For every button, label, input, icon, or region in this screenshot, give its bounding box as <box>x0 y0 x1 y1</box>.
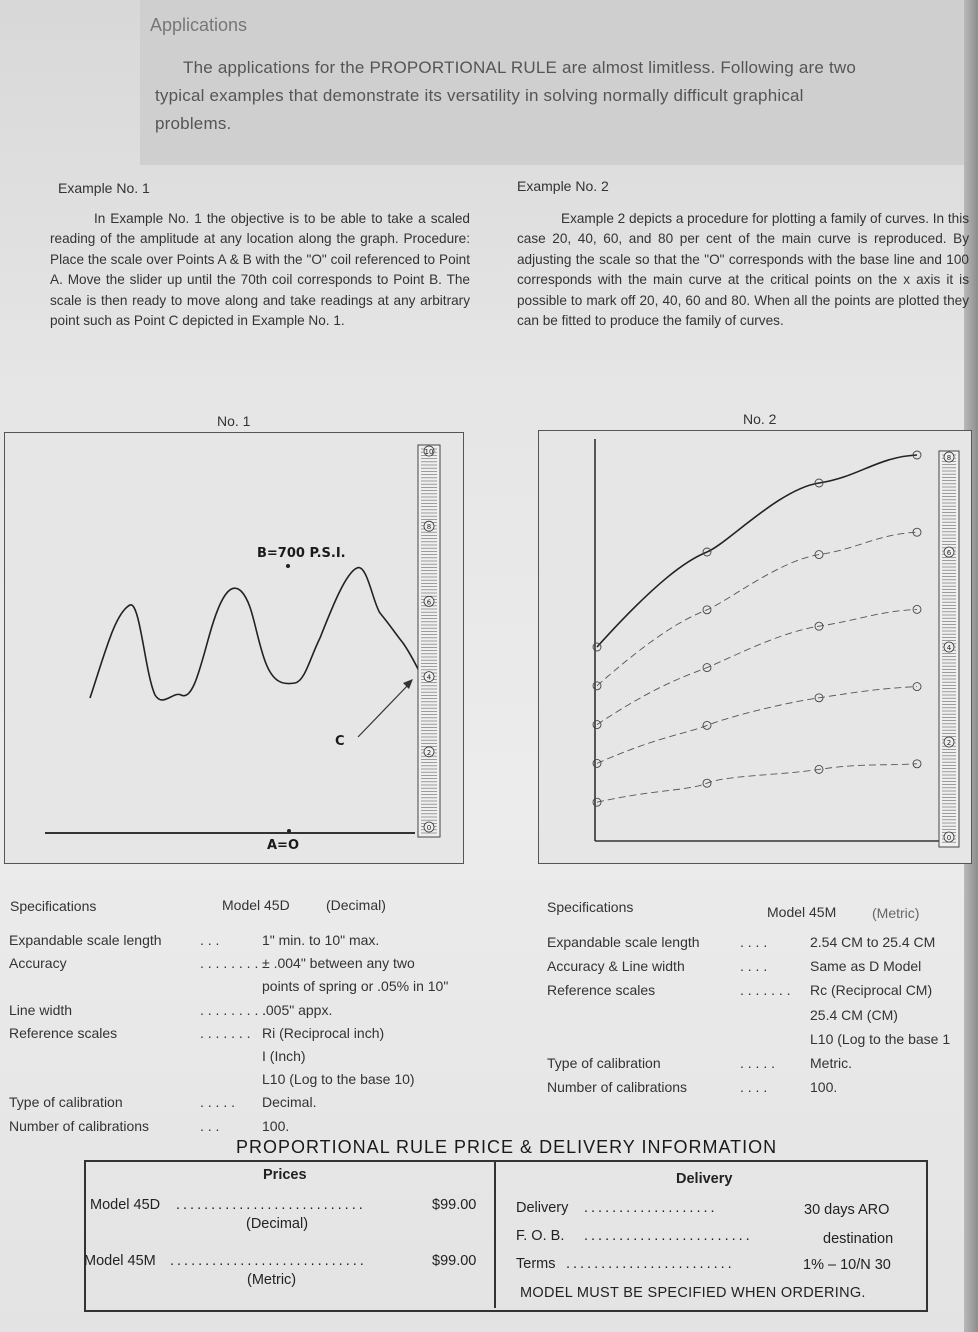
example1-title: Example No. 1 <box>58 180 150 196</box>
spec-right-heading: Specifications <box>547 899 634 915</box>
scale-mark <box>424 446 434 456</box>
spec-label: Line width <box>9 1001 73 1018</box>
spec-left-heading: Specifications <box>10 898 97 914</box>
scaled-curve <box>597 687 917 764</box>
scale-mark <box>424 521 434 531</box>
spec-label: Reference scales <box>9 1024 118 1041</box>
spec-label: Expandable scale length <box>9 932 162 948</box>
delivery-leader: ................... <box>584 1200 718 1216</box>
spec-value: 100. <box>262 1117 290 1134</box>
spec-value: I (Inch) <box>262 1048 306 1064</box>
figure2-drawing <box>539 431 971 863</box>
delivery-value: 30 days ARO <box>804 1202 890 1218</box>
model-45d-label: Model 45D <box>90 1197 161 1213</box>
example2-title: Example No. 2 <box>517 178 609 194</box>
scale-coils <box>421 449 437 833</box>
spec-value: Ri (Reciprocal inch) <box>262 1024 385 1041</box>
scale-tick-label: 4 <box>426 673 432 682</box>
spec-value: Rc (Reciprocal CM) <box>810 982 933 999</box>
label-b: B=700 P.S.I. <box>257 546 346 561</box>
spec-value: L10 (Log to the base 1 <box>810 1030 951 1047</box>
spec-value: 25.4 CM (CM) <box>810 1006 898 1023</box>
example1-body: In Example No. 1 the objective is to be able to take a scaled reading of the amplitude at any location along the graph. Procedure: Place the scale over Points A & B with the "O" coil referenced to Point A. Move the slider up until the 70th coil corresponds to Point B. The scale is then ready to move along and take readings at any arbitrary point such as Point C depicted in Example No. 1. <box>50 211 470 329</box>
scale-tick-label: 4 <box>946 644 952 652</box>
scale-tick-label: 8 <box>426 523 432 532</box>
figure1-title: No. 1 <box>217 413 251 429</box>
spec-value: .005" appx. <box>262 1001 333 1018</box>
spec-leader: . . . . . <box>200 1094 236 1111</box>
spec-value: Decimal. <box>262 1094 317 1111</box>
scale-tick-label: 2 <box>426 748 432 757</box>
spec-leader: . . . . <box>740 934 768 950</box>
spec-leader: . . . . <box>740 958 768 975</box>
model-45m-price: $99.00 <box>432 1253 477 1269</box>
scale-tick-label: 6 <box>946 549 952 557</box>
point-a-marker <box>287 829 291 833</box>
scale-mark <box>944 452 954 462</box>
spec-leader: . . . . . . . . . <box>200 955 267 972</box>
delivery-heading: Delivery <box>676 1171 733 1187</box>
section-title: Applications <box>150 15 248 35</box>
scale-mark <box>944 547 954 557</box>
spec-leader: . . . . . . . <box>200 1024 251 1041</box>
label-c: C <box>335 734 345 749</box>
scale-mark <box>424 596 434 606</box>
scaled-curve <box>597 532 917 686</box>
scale-mark <box>424 672 434 682</box>
intro-paragraph: The applications for the PROPORTIONAL RULE are almost limitless. Following are two typical examples that demonstrate its versatility in solving normally difficult graphical problems. <box>155 58 857 133</box>
spec-label: Type of calibration <box>9 1094 123 1111</box>
spec-value: ± .004" between any two <box>262 955 415 972</box>
spec-right-model-type: (Metric) <box>872 905 920 921</box>
spec-right-model: Model 45M <box>767 904 837 920</box>
figure2-panel <box>538 430 972 864</box>
spec-label: Accuracy <box>9 955 67 972</box>
spec-label: Number of calibrations <box>9 1117 150 1134</box>
spec-leader: . . . . . <box>740 1055 776 1071</box>
model-45d-type: (Decimal) <box>246 1216 309 1232</box>
spec-leader: . . . . <box>740 1079 768 1096</box>
spec-value: 100. <box>810 1079 838 1096</box>
spec-leader: . . . <box>200 1117 220 1134</box>
label-a: A=O <box>267 838 300 853</box>
figure1-drawing <box>5 433 463 863</box>
scale-mark <box>424 822 434 832</box>
fob-value: destination <box>823 1231 894 1247</box>
point-b-marker <box>286 564 290 568</box>
spec-label: Type of calibration <box>547 1055 661 1071</box>
prices-heading: Prices <box>263 1167 307 1183</box>
model-45m-leader: ............................ <box>170 1253 367 1269</box>
scale-tick-label: 8 <box>946 454 952 462</box>
terms-label: Terms <box>516 1256 556 1272</box>
spec-label: Expandable scale length <box>547 934 700 950</box>
spec-leader: . . . . . . . . . <box>200 1001 267 1018</box>
curve-family <box>593 451 921 806</box>
price-delivery-divider <box>494 1160 496 1308</box>
spec-value: points of spring or .05% in 10" <box>262 978 449 995</box>
spec-left-model: Model 45D <box>222 897 290 913</box>
delivery-label: Delivery <box>516 1200 569 1216</box>
model-45d-price: $99.00 <box>432 1197 477 1213</box>
scaled-curve <box>597 764 917 802</box>
spec-label: Reference scales <box>547 982 656 999</box>
pointer-line-c <box>358 683 410 737</box>
scale-mark <box>944 832 954 842</box>
terms-leader: ........................ <box>566 1256 735 1272</box>
scale-tick-label: 10 <box>424 448 434 456</box>
spec-left-model-type: (Decimal) <box>326 897 386 913</box>
spec-value: L10 (Log to the base 10) <box>262 1071 415 1088</box>
example2-body: Example 2 depicts a procedure for plotting a family of curves. In this case 20, 40, 60, and 80 per cent of the main curve is reproduced. By adjusting the scale so that the "O" corresponds with the base line and 100 corresponds with the main curve at the critical points on the x axis it is possible to mark off 20, 40, 60 and 80. When all the points are plotted they can be fitted to produce the family of curves. <box>517 211 970 329</box>
spec-value: Metric. <box>810 1055 852 1071</box>
fob-leader: ........................ <box>584 1228 753 1244</box>
pointer-arrow-c <box>403 679 413 689</box>
spec-value: 1" min. to 10" max. <box>262 932 380 948</box>
figure2-title: No. 2 <box>743 411 777 427</box>
spec-leader: . . . . . . . <box>740 982 791 999</box>
scale-mark <box>424 747 434 757</box>
spec-leader: . . . <box>200 932 220 948</box>
spec-value: Same as D Model <box>810 958 922 975</box>
main-curve <box>597 455 917 647</box>
figure1-panel <box>4 432 464 864</box>
spec-value: 2.54 CM to 25.4 CM <box>810 934 936 950</box>
scale-mark <box>944 642 954 652</box>
scale-mark <box>944 737 954 747</box>
scale-tick-label: 2 <box>946 739 952 747</box>
model-45d-leader: ........................... <box>176 1197 366 1213</box>
scale-tick-label: 6 <box>426 598 432 607</box>
spec-label: Number of calibrations <box>547 1079 688 1096</box>
model-45m-label: Model 45M <box>84 1253 156 1269</box>
scale-tick-label: 0 <box>426 824 432 832</box>
waveform-curve <box>90 568 419 700</box>
fob-label: F. O. B. <box>516 1228 565 1244</box>
terms-value: 1% – 10/N 30 <box>803 1257 891 1273</box>
plot-point <box>913 683 921 691</box>
scaled-curve <box>597 609 917 724</box>
scale-tick-label: 0 <box>946 834 952 842</box>
spec-label: Accuracy & Line width <box>547 958 685 975</box>
price-delivery-title: PROPORTIONAL RULE PRICE & DELIVERY INFORMATION <box>236 1137 778 1157</box>
model-45m-type: (Metric) <box>247 1272 297 1288</box>
ordering-note: MODEL MUST BE SPECIFIED WHEN ORDERING. <box>520 1285 866 1301</box>
